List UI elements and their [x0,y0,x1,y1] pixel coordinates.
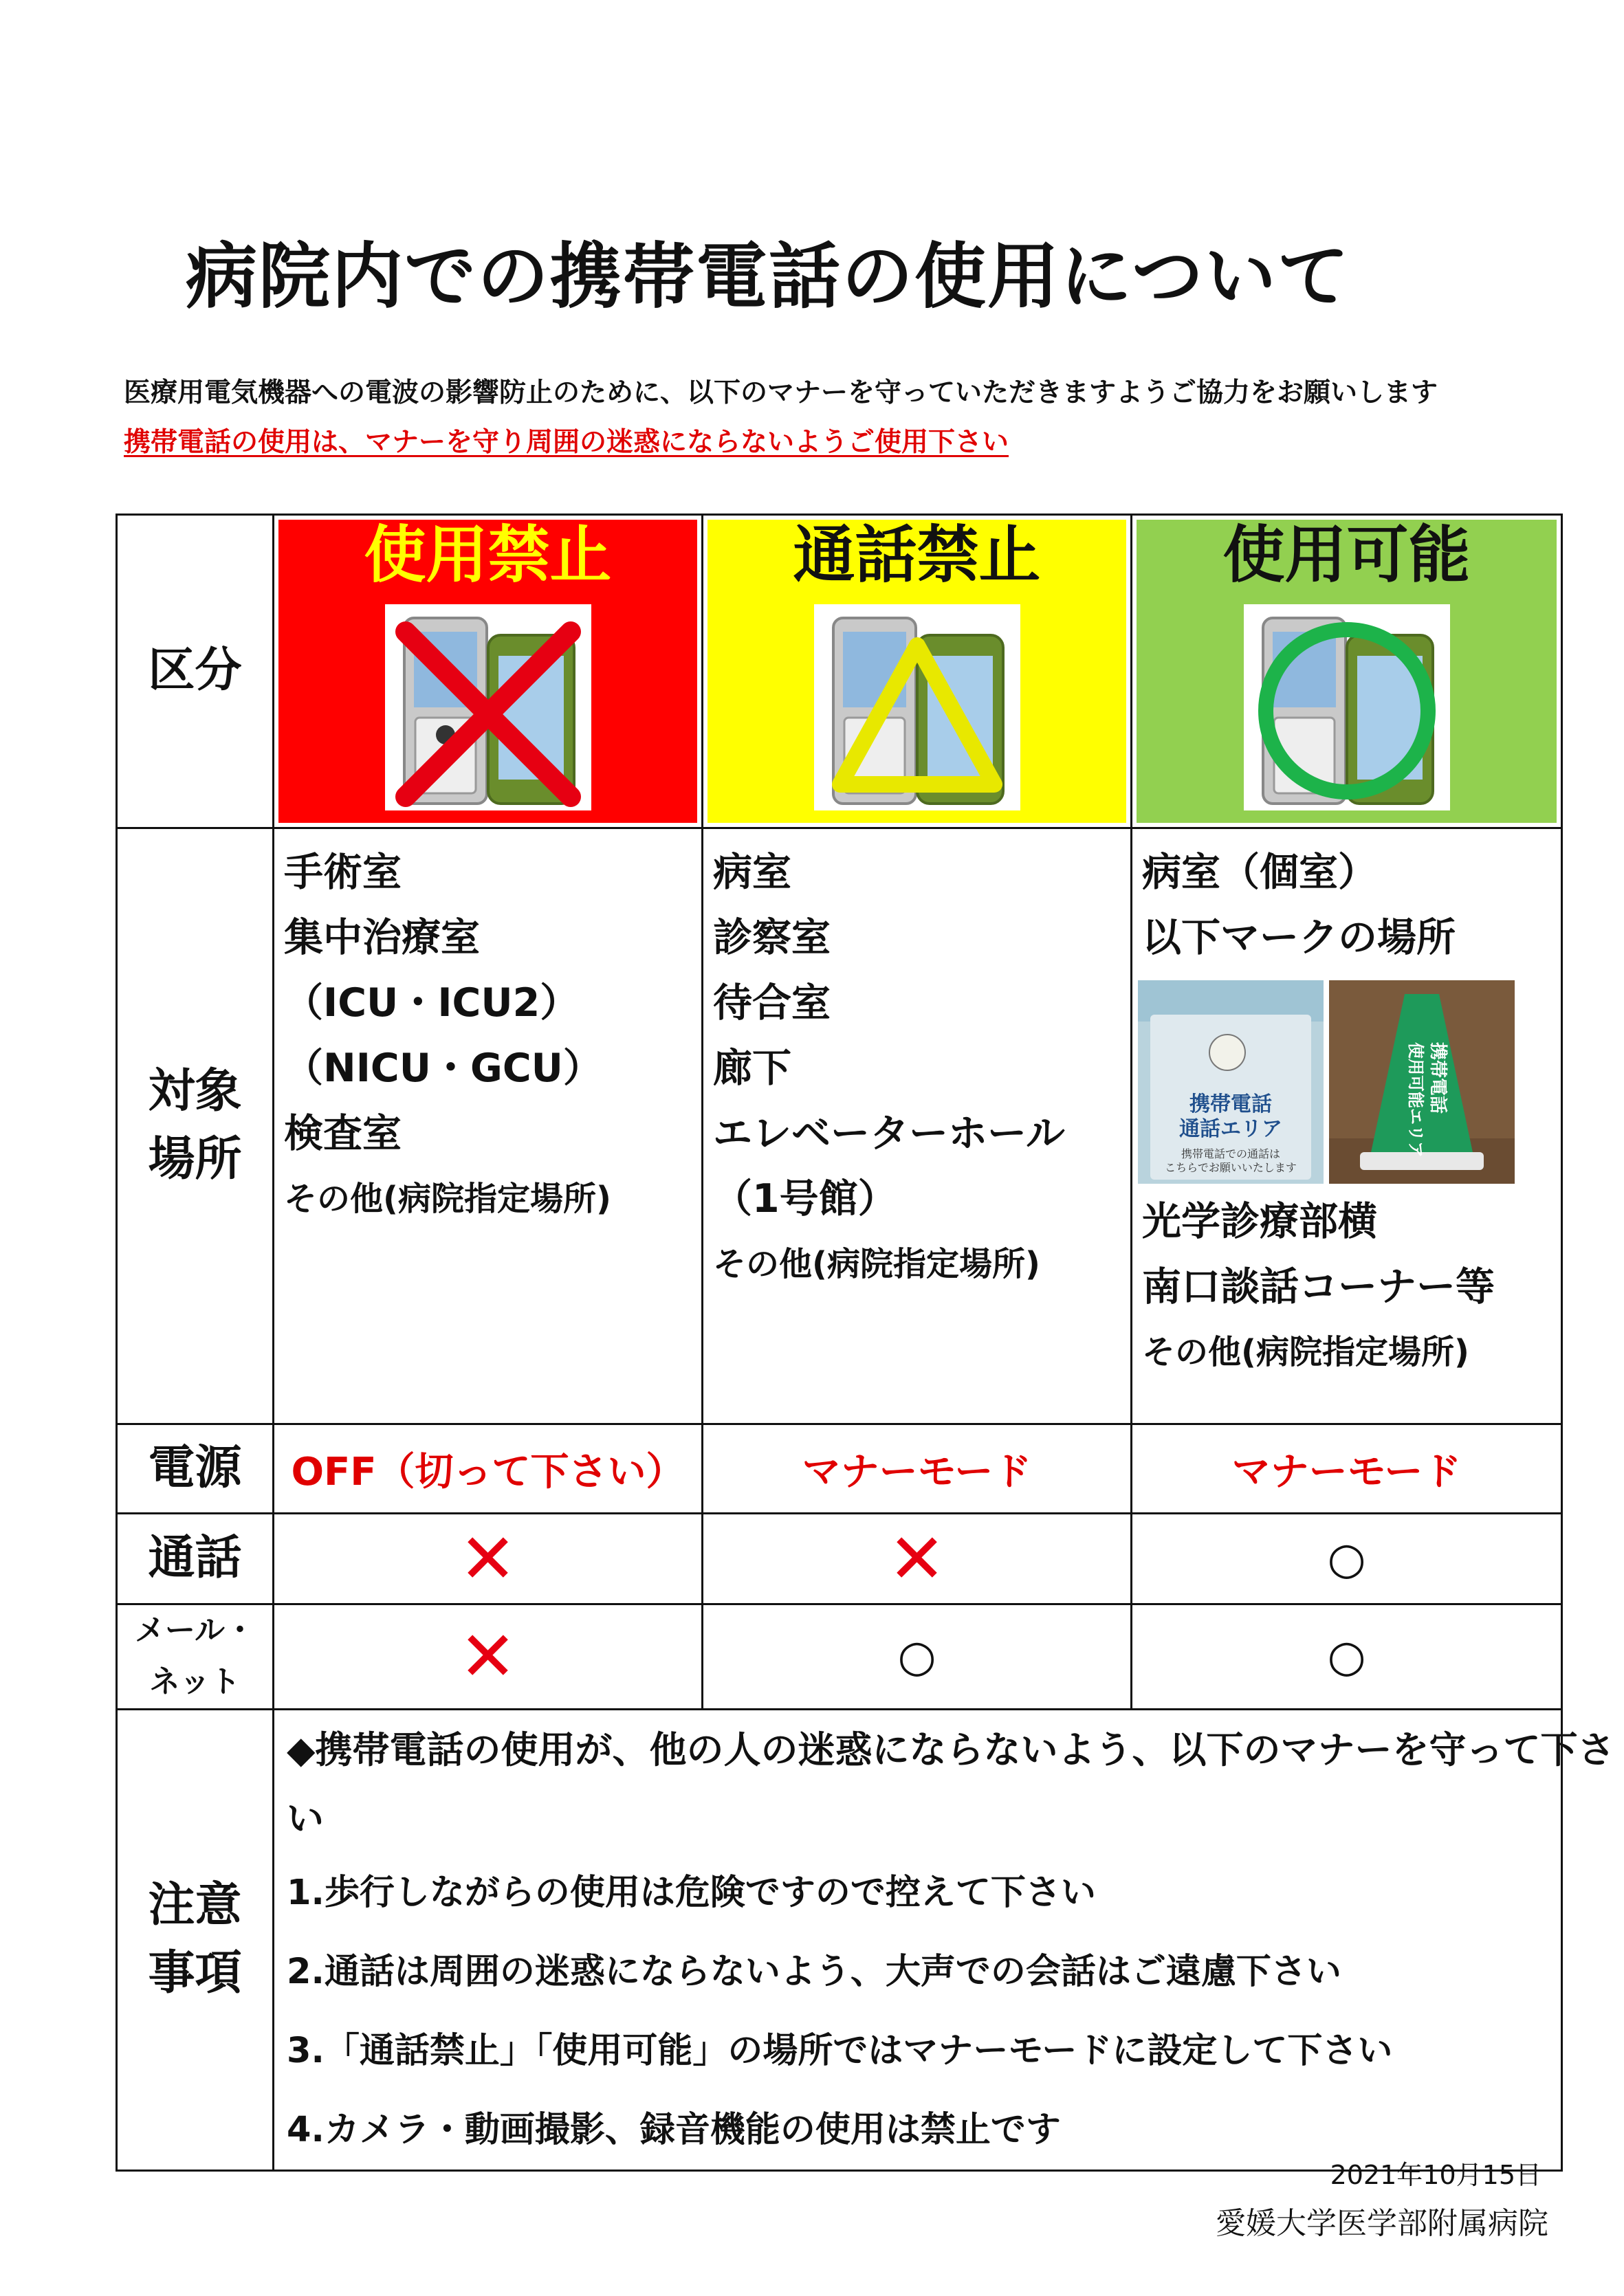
call-area-sign-photo [1138,980,1324,1184]
intro-warning: 携帯電話の使用は、マナーを守り周囲の迷惑にならないようご使用下さい [124,427,1009,458]
note-item: 1.歩行しながらの使用は危険ですので控えて下さい [287,1872,1096,1913]
sign1-text2: こちらでお願いいたします [1165,1161,1297,1174]
notes-label-line2: 事項 [148,1945,242,2000]
circle-icon: ○ [897,1631,936,1682]
sign1-title2: 通話エリア [1179,1117,1282,1141]
cross-icon: ✕ [459,1518,517,1599]
list-item: エレベーターホール [713,1111,1065,1156]
list-item: 待合室 [713,980,831,1026]
list-item: 検査室 [284,1111,402,1156]
notes-header: ◆携帯電話の使用が、他の人の迷惑にならないよう、以下のマナーを守って下さい [287,1727,1615,1840]
list-item: （ICU・ICU2） [284,980,580,1026]
category-nocall-cell [703,515,1132,828]
sign1-text1: 携帯電話での通話は [1181,1147,1281,1160]
phone-cross-icon [385,604,591,810]
cross-icon: ✕ [888,1518,946,1599]
list-item: 以下マークの場所 [1142,915,1456,960]
places-prohibited-cell [274,828,703,1424]
power-nocall: マナーモード [703,1424,1132,1514]
list-item: その他(病院指定場所) [284,1180,611,1218]
list-item: 病室 [713,850,791,895]
category-row [117,515,1562,828]
places-row [117,828,1562,1424]
call-row [117,1514,1562,1604]
call-label: 通話 [117,1514,274,1604]
circle-icon: ○ [1327,1631,1366,1682]
usage-table [116,514,1615,2172]
category-prohibited-title: 使用禁止 [364,519,612,591]
mail-label [117,1604,274,1710]
power-label: 電源 [117,1424,274,1514]
list-item: 南口談話コーナー等 [1142,1264,1495,1310]
mail-nocall [703,1604,1132,1710]
places-allowed-cell [1132,828,1562,1424]
places-label [117,828,274,1424]
note-item: 4.カメラ・動画撮影、録音機能の使用は禁止です [287,2109,1061,2150]
list-item: （NICU・GCU） [284,1046,602,1091]
list-item: 光学診療部横 [1142,1199,1377,1244]
phone-circle-icon [1244,604,1450,810]
list-item: 廊下 [713,1046,791,1091]
list-item: その他(病院指定場所) [1142,1333,1469,1371]
list-item: 病室（個室） [1142,850,1377,895]
list-item: 手術室 [284,850,402,895]
sign1-title1: 携帯電話 [1189,1092,1272,1116]
list-item: 診察室 [713,915,831,960]
category-label: 区分 [117,515,274,828]
sign2-line2: 使用可能エリア [1406,1042,1425,1158]
call-prohibited [274,1514,703,1604]
circle-icon: ○ [1327,1533,1366,1585]
category-prohibited-cell [274,515,703,828]
sign2-line1: 携帯電話 [1427,1042,1448,1114]
power-allowed: マナーモード [1132,1424,1562,1514]
mail-row [117,1604,1562,1710]
phone-area-cone-photo [1329,980,1515,1184]
notes-label-line1: 注意 [148,1878,242,1932]
notes-cell [274,1709,1615,2170]
call-nocall [703,1514,1132,1604]
mail-label-line2: ネット [149,1664,241,1699]
issue-date: 2021年10月15日 [1330,2160,1541,2190]
power-row [117,1424,1562,1514]
list-item: 集中治療室 [284,915,480,960]
cross-icon: ✕ [459,1615,517,1697]
notes-label [117,1709,274,2170]
category-allowed-title: 使用可能 [1222,519,1471,591]
intro-text: 医療用電気機器への電波の影響防止のために、以下のマナーを守っていただきますようご協力をお願いします [124,377,1438,408]
organization-name: 愛媛大学医学部附属病院 [1216,2206,1548,2241]
notes-row [117,1709,1562,2170]
category-allowed-cell [1132,515,1562,828]
mail-prohibited [274,1604,703,1710]
places-nocall-cell [703,828,1132,1424]
list-item: その他(病院指定場所) [713,1245,1040,1283]
power-prohibited: OFF（切って下さい） [274,1424,703,1514]
phone-triangle-icon [814,604,1020,810]
places-label-line2: 場所 [148,1132,242,1186]
mail-allowed [1132,1604,1562,1710]
call-allowed [1132,1514,1562,1604]
places-label-line1: 対象 [148,1064,242,1119]
category-nocall-title: 通話禁止 [793,519,1041,591]
note-item: 3.「通話禁止」「使用可能」の場所ではマナーモードに設定して下さい [287,2030,1393,2071]
page-title: 病院内での携帯電話の使用について [186,234,1350,318]
list-item: （1号館） [713,1176,897,1222]
note-item: 2.通話は周囲の迷惑にならないよう、大声での会話はご遠慮下さい [287,1951,1341,1992]
mail-label-line1: メール・ [134,1613,256,1648]
